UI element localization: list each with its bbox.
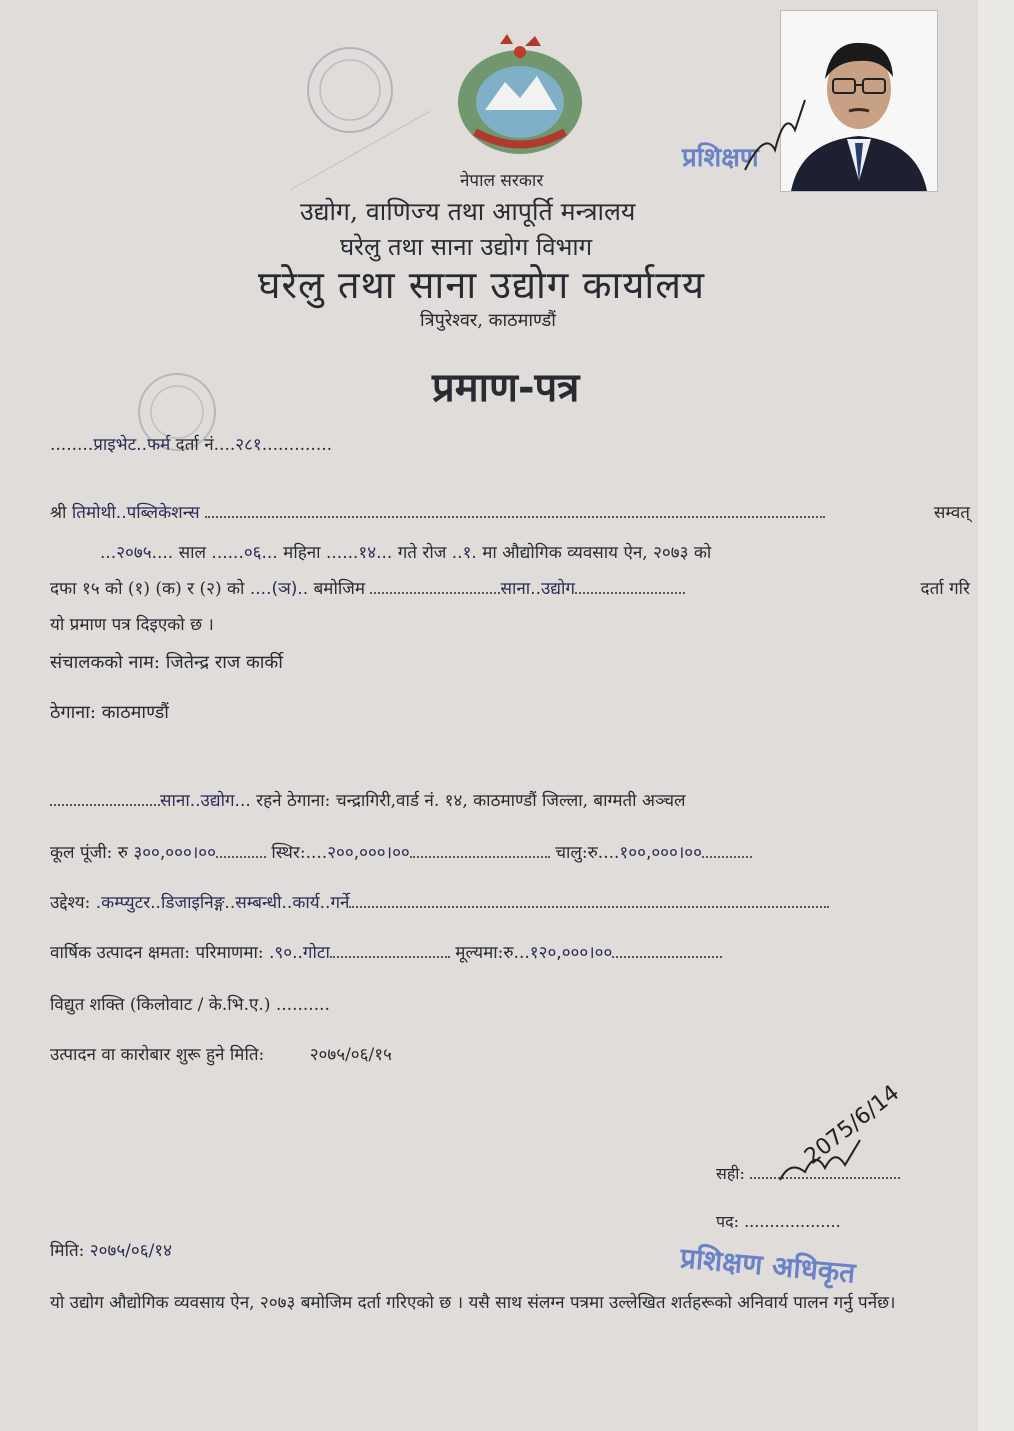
- firm-name: तिमोथी..पब्लिकेशन्स: [71, 503, 200, 523]
- address-value: काठमाण्डौं: [101, 702, 169, 723]
- fixed-label: स्थिर:....: [271, 843, 328, 863]
- body-line-1: [50, 500, 970, 523]
- post-dots: ...................: [744, 1212, 841, 1231]
- start-label: उत्पादन वा कारोबार शुरू हुने मिति:: [50, 1045, 265, 1065]
- reg-suffix: .............: [261, 435, 333, 455]
- power-line: [50, 992, 330, 1015]
- purpose-line: [50, 890, 829, 913]
- samvat-label: सम्वत्: [933, 503, 970, 523]
- round-stamp-top: [270, 40, 430, 200]
- address-line: [50, 700, 169, 724]
- director-name: जितेन्द्र राज कार्की: [165, 652, 283, 673]
- signature-date: 2075/6/14: [800, 1080, 905, 1170]
- mahina-label: महिना: [283, 543, 321, 563]
- footer-note: यो उद्योग औद्योगिक व्यवसाय ऐन, २०७३ बमोजिम दर्ता गरिएको छ । यसै साथ संलग्न पत्रमा उल्लेखित शर्तहरूको अनिवार्य पालन गर्नु पर्नेछ।: [50, 1293, 896, 1313]
- department-heading: घरेलु तथा साना उद्योग विभाग: [340, 233, 593, 261]
- capacity-dots: [330, 956, 450, 958]
- reg-number: २८१: [235, 435, 262, 455]
- capital-label: कूल पूंजी: रु: [50, 843, 128, 863]
- ministry-heading: उद्योग, वाणिज्य तथा आपूर्ति मन्त्रालय: [300, 197, 636, 226]
- saal-label: साल: [178, 543, 207, 563]
- sign-label: सही:: [716, 1164, 745, 1183]
- body-line-2: [100, 540, 711, 563]
- reg-type: प्राइभेट..फर्म: [93, 435, 171, 455]
- weekday-value: ..१.: [451, 543, 477, 563]
- stamp-top-blue: प्रशिक्षण: [682, 143, 759, 173]
- registration-line: [50, 432, 332, 455]
- purpose-label: उद्देश्य:: [50, 893, 91, 913]
- location-line: [50, 788, 686, 811]
- capital-dots: [216, 856, 266, 858]
- post-line: [716, 1210, 841, 1232]
- footer-date-value: २०७५/०६/१४: [89, 1241, 172, 1261]
- body-line-3: [50, 576, 970, 599]
- current-dots: [702, 856, 752, 858]
- footer-date-label: मिति:: [50, 1241, 85, 1261]
- office-heading: घरेलु तथा साना उद्योग कार्यालय: [258, 263, 706, 307]
- category-dots-right: [575, 592, 685, 594]
- closing-line: यो प्रमाण पत्र दिइएको छ ।: [50, 615, 214, 635]
- clause-value: ....(ञ)..: [249, 579, 309, 599]
- shri-label: श्री: [50, 503, 67, 523]
- capacity-line: [50, 940, 722, 963]
- location-value: चन्द्रागिरी,वार्ड नं. १४, काठमाण्डौं जिल्ला, बाग्मती अञ्चल: [335, 791, 686, 811]
- category-dots-left: [370, 592, 500, 594]
- firm-dots: [205, 516, 825, 518]
- power-label: विद्युत शक्ति (किलोवाट / के.भि.ए.): [50, 995, 271, 1015]
- office-address: त्रिपुरेश्वर, काठमाण्डौं: [420, 310, 556, 331]
- act-text: मा औद्योगिक व्यवसाय ऐन, २०७३ को: [482, 543, 712, 563]
- capital-line: [50, 840, 752, 863]
- director-line: [50, 650, 283, 674]
- purpose-value: .कम्प्युटर..डिजाइनिङ्ग..सम्बन्धी..कार्य..गर्ने: [95, 893, 350, 913]
- darta-gari-label: दर्ता गरि: [920, 579, 970, 599]
- director-label: संचालकको नाम:: [50, 652, 160, 673]
- start-date-line: [50, 1042, 392, 1065]
- value-amount: १२०,०००।००: [529, 943, 613, 963]
- fixed-dots: [410, 856, 550, 858]
- start-date: २०७५/०६/१५: [309, 1045, 392, 1065]
- post-label: पद:: [716, 1212, 739, 1231]
- scan-edge: [978, 0, 1014, 1431]
- section-text: दफा १५ को (१) (क) र (२) को: [50, 579, 245, 599]
- government-label: नेपाल सरकार: [460, 171, 544, 191]
- capital-value: ३००,०००।००: [133, 843, 216, 863]
- round-stamp-left: [75, 370, 295, 550]
- day-value: ......१४...: [326, 543, 393, 563]
- address-label: ठेगाना:: [50, 702, 96, 723]
- nepal-emblem: [445, 32, 595, 167]
- location-dots: [50, 804, 160, 806]
- industry-type: साना..उद्योग...: [160, 791, 251, 811]
- power-value: ..........: [275, 995, 330, 1015]
- category-value: साना..उद्योग: [500, 579, 575, 599]
- capacity-qty: .९०..गोटा: [269, 943, 330, 963]
- purpose-dots: [349, 906, 829, 908]
- capacity-label: वार्षिक उत्पादन क्षमता: परिमाणमा:: [50, 943, 264, 963]
- month-value: ......०६...: [211, 543, 278, 563]
- fixed-value: २००,०००।००: [327, 843, 410, 863]
- current-label: चालु:रु....: [555, 843, 620, 863]
- current-value: १००,०००।००: [619, 843, 702, 863]
- value-label: मूल्यमा:रु...: [455, 943, 530, 963]
- reg-prefix: ........: [50, 435, 94, 455]
- certificate-title: प्रमाण-पत्र: [432, 365, 580, 411]
- reg-label: दर्ता नं....: [175, 435, 236, 455]
- footer-date-line: [50, 1238, 172, 1261]
- photo-signature: [735, 90, 815, 180]
- value-dots: [612, 956, 722, 958]
- bamojim-label: बमोजिम: [313, 579, 366, 599]
- year-value: ...२०७५....: [100, 543, 174, 563]
- gate-roj-label: गते रोज: [397, 543, 447, 563]
- official-stamp: प्रशिक्षण अधिकृत: [678, 1241, 857, 1290]
- location-label: रहने ठेगाना:: [256, 791, 331, 811]
